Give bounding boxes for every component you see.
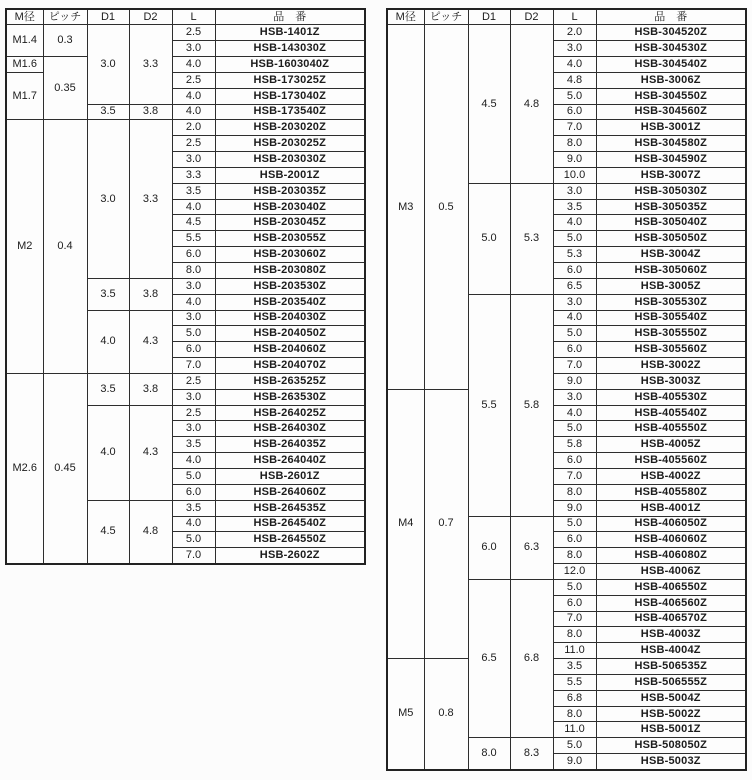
length-cell: 5.0 <box>553 231 596 247</box>
length-cell: 6.0 <box>553 104 596 120</box>
spec-row <box>6 120 365 136</box>
part-number-cell: HSB-264535Z <box>215 500 365 516</box>
length-cell: 7.0 <box>553 468 596 484</box>
d1-cell: 3.5 <box>87 104 129 120</box>
d2-cell: 5.3 <box>510 183 553 294</box>
d1-cell: 3.0 <box>87 25 129 104</box>
m-size-cell: M5 <box>387 659 424 770</box>
length-cell: 6.0 <box>553 532 596 548</box>
m-size-cell: M1.7 <box>6 72 43 120</box>
part-number-cell: HSB-203025Z <box>215 136 365 152</box>
spec-table-left-body <box>6 25 365 564</box>
part-number-header: 品 番 <box>596 9 746 25</box>
part-number-cell: HSB-304550Z <box>596 88 746 104</box>
length-cell: 6.0 <box>553 595 596 611</box>
part-number-cell: HSB-203045Z <box>215 215 365 231</box>
part-number-cell: HSB-204050Z <box>215 326 365 342</box>
d2-cell: 3.8 <box>129 278 172 310</box>
part-number-cell: HSB-506535Z <box>596 659 746 675</box>
part-number-cell: HSB-304540Z <box>596 57 746 73</box>
length-cell: 5.0 <box>553 579 596 595</box>
part-number-cell: HSB-2601Z <box>215 468 365 484</box>
part-number-cell: HSB-304590Z <box>596 152 746 168</box>
length-cell: 6.5 <box>553 278 596 294</box>
pitch-cell: 0.3 <box>43 25 87 57</box>
length-cell: 4.0 <box>553 310 596 326</box>
part-number-cell: HSB-5003Z <box>596 754 746 770</box>
part-number-cell: HSB-204030Z <box>215 310 365 326</box>
length-cell: 4.5 <box>172 215 215 231</box>
part-number-cell: HSB-304530Z <box>596 41 746 57</box>
d2-cell: 8.3 <box>510 738 553 770</box>
length-cell: 3.0 <box>553 183 596 199</box>
length-cell: 2.5 <box>172 25 215 41</box>
part-number-cell: HSB-173540Z <box>215 104 365 120</box>
length-cell: 3.0 <box>553 294 596 310</box>
part-number-cell: HSB-173025Z <box>215 72 365 88</box>
part-number-cell: HSB-143030Z <box>215 41 365 57</box>
d2-cell: 3.8 <box>129 104 172 120</box>
d2-cell: 4.8 <box>510 25 553 183</box>
part-number-cell: HSB-4002Z <box>596 468 746 484</box>
length-cell: 4.8 <box>553 72 596 88</box>
d1-cell: 3.5 <box>87 278 129 310</box>
d1-cell: 4.0 <box>87 310 129 373</box>
length-cell: 5.0 <box>553 738 596 754</box>
length-cell: 7.0 <box>553 120 596 136</box>
length-cell: 8.0 <box>172 263 215 279</box>
length-cell: 3.0 <box>553 41 596 57</box>
length-cell: 4.0 <box>172 88 215 104</box>
length-cell: 3.0 <box>172 152 215 168</box>
d1-cell: 5.5 <box>468 294 510 516</box>
d2-cell: 6.8 <box>510 579 553 737</box>
header-row <box>387 9 746 25</box>
header-row <box>6 9 365 25</box>
part-number-cell: HSB-406570Z <box>596 611 746 627</box>
part-number-cell: HSB-406550Z <box>596 579 746 595</box>
part-number-cell: HSB-4003Z <box>596 627 746 643</box>
d1-header: D1 <box>468 9 510 25</box>
m-size-cell: M3 <box>387 25 424 389</box>
length-cell: 3.5 <box>553 659 596 675</box>
part-number-cell: HSB-3001Z <box>596 120 746 136</box>
length-cell: 6.0 <box>172 342 215 358</box>
part-number-cell: HSB-305560Z <box>596 342 746 358</box>
spec-table-left <box>5 8 366 565</box>
part-number-cell: HSB-5001Z <box>596 722 746 738</box>
part-number-cell: HSB-263530Z <box>215 389 365 405</box>
part-number-cell: HSB-305035Z <box>596 199 746 215</box>
length-cell: 4.0 <box>172 453 215 469</box>
part-number-cell: HSB-3003Z <box>596 373 746 389</box>
length-cell: 4.0 <box>553 405 596 421</box>
length-cell: 9.0 <box>553 152 596 168</box>
length-header: L <box>553 9 596 25</box>
length-cell: 2.0 <box>553 25 596 41</box>
length-cell: 6.0 <box>553 453 596 469</box>
part-number-cell: HSB-204060Z <box>215 342 365 358</box>
length-cell: 4.0 <box>172 294 215 310</box>
m-size-cell: M1.4 <box>6 25 43 57</box>
part-number-cell: HSB-264035Z <box>215 437 365 453</box>
part-number-cell: HSB-304520Z <box>596 25 746 41</box>
length-cell: 3.0 <box>172 278 215 294</box>
part-number-cell: HSB-305540Z <box>596 310 746 326</box>
length-cell: 6.0 <box>553 342 596 358</box>
part-number-cell: HSB-264060Z <box>215 484 365 500</box>
m-size-cell: M4 <box>387 389 424 658</box>
part-number-cell: HSB-305060Z <box>596 263 746 279</box>
length-cell: 4.0 <box>553 215 596 231</box>
part-number-cell: HSB-506555Z <box>596 674 746 690</box>
part-number-cell: HSB-264030Z <box>215 421 365 437</box>
part-number-cell: HSB-203035Z <box>215 183 365 199</box>
length-cell: 9.0 <box>553 500 596 516</box>
pitch-cell: 0.45 <box>43 373 87 563</box>
part-number-cell: HSB-1401Z <box>215 25 365 41</box>
length-cell: 3.0 <box>553 389 596 405</box>
part-number-cell: HSB-3005Z <box>596 278 746 294</box>
length-cell: 3.5 <box>172 500 215 516</box>
length-cell: 2.0 <box>172 120 215 136</box>
part-number-cell: HSB-203060Z <box>215 247 365 263</box>
length-cell: 5.0 <box>172 326 215 342</box>
length-cell: 5.0 <box>553 516 596 532</box>
part-number-cell: HSB-4005Z <box>596 437 746 453</box>
d2-cell: 3.8 <box>129 373 172 405</box>
part-number-cell: HSB-203080Z <box>215 263 365 279</box>
part-number-cell: HSB-5002Z <box>596 706 746 722</box>
length-cell: 3.5 <box>172 437 215 453</box>
part-number-cell: HSB-203530Z <box>215 278 365 294</box>
part-number-cell: HSB-305030Z <box>596 183 746 199</box>
length-cell: 4.0 <box>553 57 596 73</box>
part-number-cell: HSB-203040Z <box>215 199 365 215</box>
d1-cell: 3.5 <box>87 373 129 405</box>
pitch-header: ピッチ <box>424 9 468 25</box>
part-number-cell: HSB-406050Z <box>596 516 746 532</box>
length-cell: 8.0 <box>553 548 596 564</box>
length-cell: 4.0 <box>172 57 215 73</box>
part-number-cell: HSB-264040Z <box>215 453 365 469</box>
part-number-cell: HSB-405560Z <box>596 453 746 469</box>
part-number-cell: HSB-405550Z <box>596 421 746 437</box>
part-number-cell: HSB-2001Z <box>215 167 365 183</box>
part-number-cell: HSB-304560Z <box>596 104 746 120</box>
length-cell: 3.0 <box>172 421 215 437</box>
length-cell: 11.0 <box>553 643 596 659</box>
length-cell: 11.0 <box>553 722 596 738</box>
part-number-cell: HSB-204070Z <box>215 358 365 374</box>
length-cell: 7.0 <box>172 548 215 564</box>
length-cell: 5.3 <box>553 247 596 263</box>
length-cell: 5.0 <box>172 532 215 548</box>
d1-header: D1 <box>87 9 129 25</box>
length-cell: 8.0 <box>553 706 596 722</box>
d2-cell: 4.8 <box>129 500 172 563</box>
part-number-cell: HSB-1603040Z <box>215 57 365 73</box>
spec-row <box>6 57 365 73</box>
part-number-cell: HSB-173040Z <box>215 88 365 104</box>
part-number-cell: HSB-405530Z <box>596 389 746 405</box>
d1-cell: 8.0 <box>468 738 510 770</box>
part-number-cell: HSB-4004Z <box>596 643 746 659</box>
length-cell: 10.0 <box>553 167 596 183</box>
length-cell: 8.0 <box>553 484 596 500</box>
length-cell: 5.0 <box>553 421 596 437</box>
length-cell: 3.5 <box>553 199 596 215</box>
part-number-cell: HSB-3006Z <box>596 72 746 88</box>
d2-cell: 5.8 <box>510 294 553 516</box>
length-cell: 7.0 <box>553 358 596 374</box>
part-number-cell: HSB-3004Z <box>596 247 746 263</box>
length-cell: 8.0 <box>553 136 596 152</box>
d1-cell: 4.0 <box>87 405 129 500</box>
m-size-cell: M2.6 <box>6 373 43 563</box>
length-cell: 5.0 <box>553 326 596 342</box>
length-cell: 8.0 <box>553 627 596 643</box>
length-cell: 3.0 <box>172 310 215 326</box>
d2-cell: 4.3 <box>129 405 172 500</box>
part-number-cell: HSB-508050Z <box>596 738 746 754</box>
pitch-cell: 0.35 <box>43 57 87 120</box>
pitch-cell: 0.8 <box>424 659 468 770</box>
part-number-cell: HSB-203540Z <box>215 294 365 310</box>
m-diameter-header: M径 <box>387 9 424 25</box>
part-number-cell: HSB-5004Z <box>596 690 746 706</box>
d1-cell: 5.0 <box>468 183 510 294</box>
length-cell: 6.0 <box>172 247 215 263</box>
spec-table-right <box>386 8 747 771</box>
length-cell: 3.3 <box>172 167 215 183</box>
part-number-cell: HSB-305050Z <box>596 231 746 247</box>
length-cell: 2.5 <box>172 72 215 88</box>
spec-row <box>6 25 365 41</box>
d2-header: D2 <box>510 9 553 25</box>
part-number-cell: HSB-4006Z <box>596 564 746 580</box>
pitch-cell: 0.5 <box>424 25 468 389</box>
d1-cell: 4.5 <box>468 25 510 183</box>
part-number-cell: HSB-2602Z <box>215 548 365 564</box>
length-cell: 3.0 <box>172 41 215 57</box>
part-number-cell: HSB-304580Z <box>596 136 746 152</box>
length-cell: 9.0 <box>553 373 596 389</box>
spec-row <box>387 25 746 41</box>
spec-row <box>387 659 746 675</box>
part-number-cell: HSB-263525Z <box>215 373 365 389</box>
length-cell: 6.0 <box>172 484 215 500</box>
length-cell: 5.5 <box>172 231 215 247</box>
length-cell: 5.8 <box>553 437 596 453</box>
part-number-cell: HSB-203055Z <box>215 231 365 247</box>
part-number-cell: HSB-3007Z <box>596 167 746 183</box>
d2-cell: 3.3 <box>129 120 172 278</box>
part-number-cell: HSB-305040Z <box>596 215 746 231</box>
pitch-header: ピッチ <box>43 9 87 25</box>
d2-cell: 6.3 <box>510 516 553 579</box>
d2-cell: 3.3 <box>129 25 172 104</box>
pitch-cell: 0.4 <box>43 120 87 374</box>
spec-table-right-body <box>387 25 746 770</box>
length-cell: 5.0 <box>172 468 215 484</box>
length-cell: 6.0 <box>553 263 596 279</box>
length-cell: 6.8 <box>553 690 596 706</box>
d2-header: D2 <box>129 9 172 25</box>
length-cell: 4.0 <box>172 104 215 120</box>
part-number-cell: HSB-406560Z <box>596 595 746 611</box>
spec-row <box>6 373 365 389</box>
length-cell: 3.5 <box>172 183 215 199</box>
length-cell: 12.0 <box>553 564 596 580</box>
length-cell: 4.0 <box>172 199 215 215</box>
length-cell: 2.5 <box>172 405 215 421</box>
length-header: L <box>172 9 215 25</box>
m-size-cell: M1.6 <box>6 57 43 73</box>
d1-cell: 6.5 <box>468 579 510 737</box>
length-cell: 2.5 <box>172 373 215 389</box>
part-number-cell: HSB-305530Z <box>596 294 746 310</box>
part-number-cell: HSB-264540Z <box>215 516 365 532</box>
part-number-cell: HSB-4001Z <box>596 500 746 516</box>
m-size-cell: M2 <box>6 120 43 374</box>
part-number-header: 品 番 <box>215 9 365 25</box>
d1-cell: 6.0 <box>468 516 510 579</box>
length-cell: 7.0 <box>172 358 215 374</box>
part-number-cell: HSB-203030Z <box>215 152 365 168</box>
part-number-cell: HSB-406060Z <box>596 532 746 548</box>
d1-cell: 3.0 <box>87 120 129 278</box>
length-cell: 9.0 <box>553 754 596 770</box>
part-number-cell: HSB-406080Z <box>596 548 746 564</box>
spec-row <box>387 389 746 405</box>
d1-cell: 4.5 <box>87 500 129 563</box>
length-cell: 2.5 <box>172 136 215 152</box>
m-diameter-header: M径 <box>6 9 43 25</box>
length-cell: 5.5 <box>553 674 596 690</box>
length-cell: 4.0 <box>172 516 215 532</box>
part-number-cell: HSB-264025Z <box>215 405 365 421</box>
part-number-cell: HSB-305550Z <box>596 326 746 342</box>
part-number-cell: HSB-405580Z <box>596 484 746 500</box>
pitch-cell: 0.7 <box>424 389 468 658</box>
part-number-cell: HSB-264550Z <box>215 532 365 548</box>
d2-cell: 4.3 <box>129 310 172 373</box>
part-number-cell: HSB-3002Z <box>596 358 746 374</box>
length-cell: 7.0 <box>553 611 596 627</box>
part-number-cell: HSB-405540Z <box>596 405 746 421</box>
length-cell: 3.0 <box>172 389 215 405</box>
part-number-cell: HSB-203020Z <box>215 120 365 136</box>
length-cell: 5.0 <box>553 88 596 104</box>
